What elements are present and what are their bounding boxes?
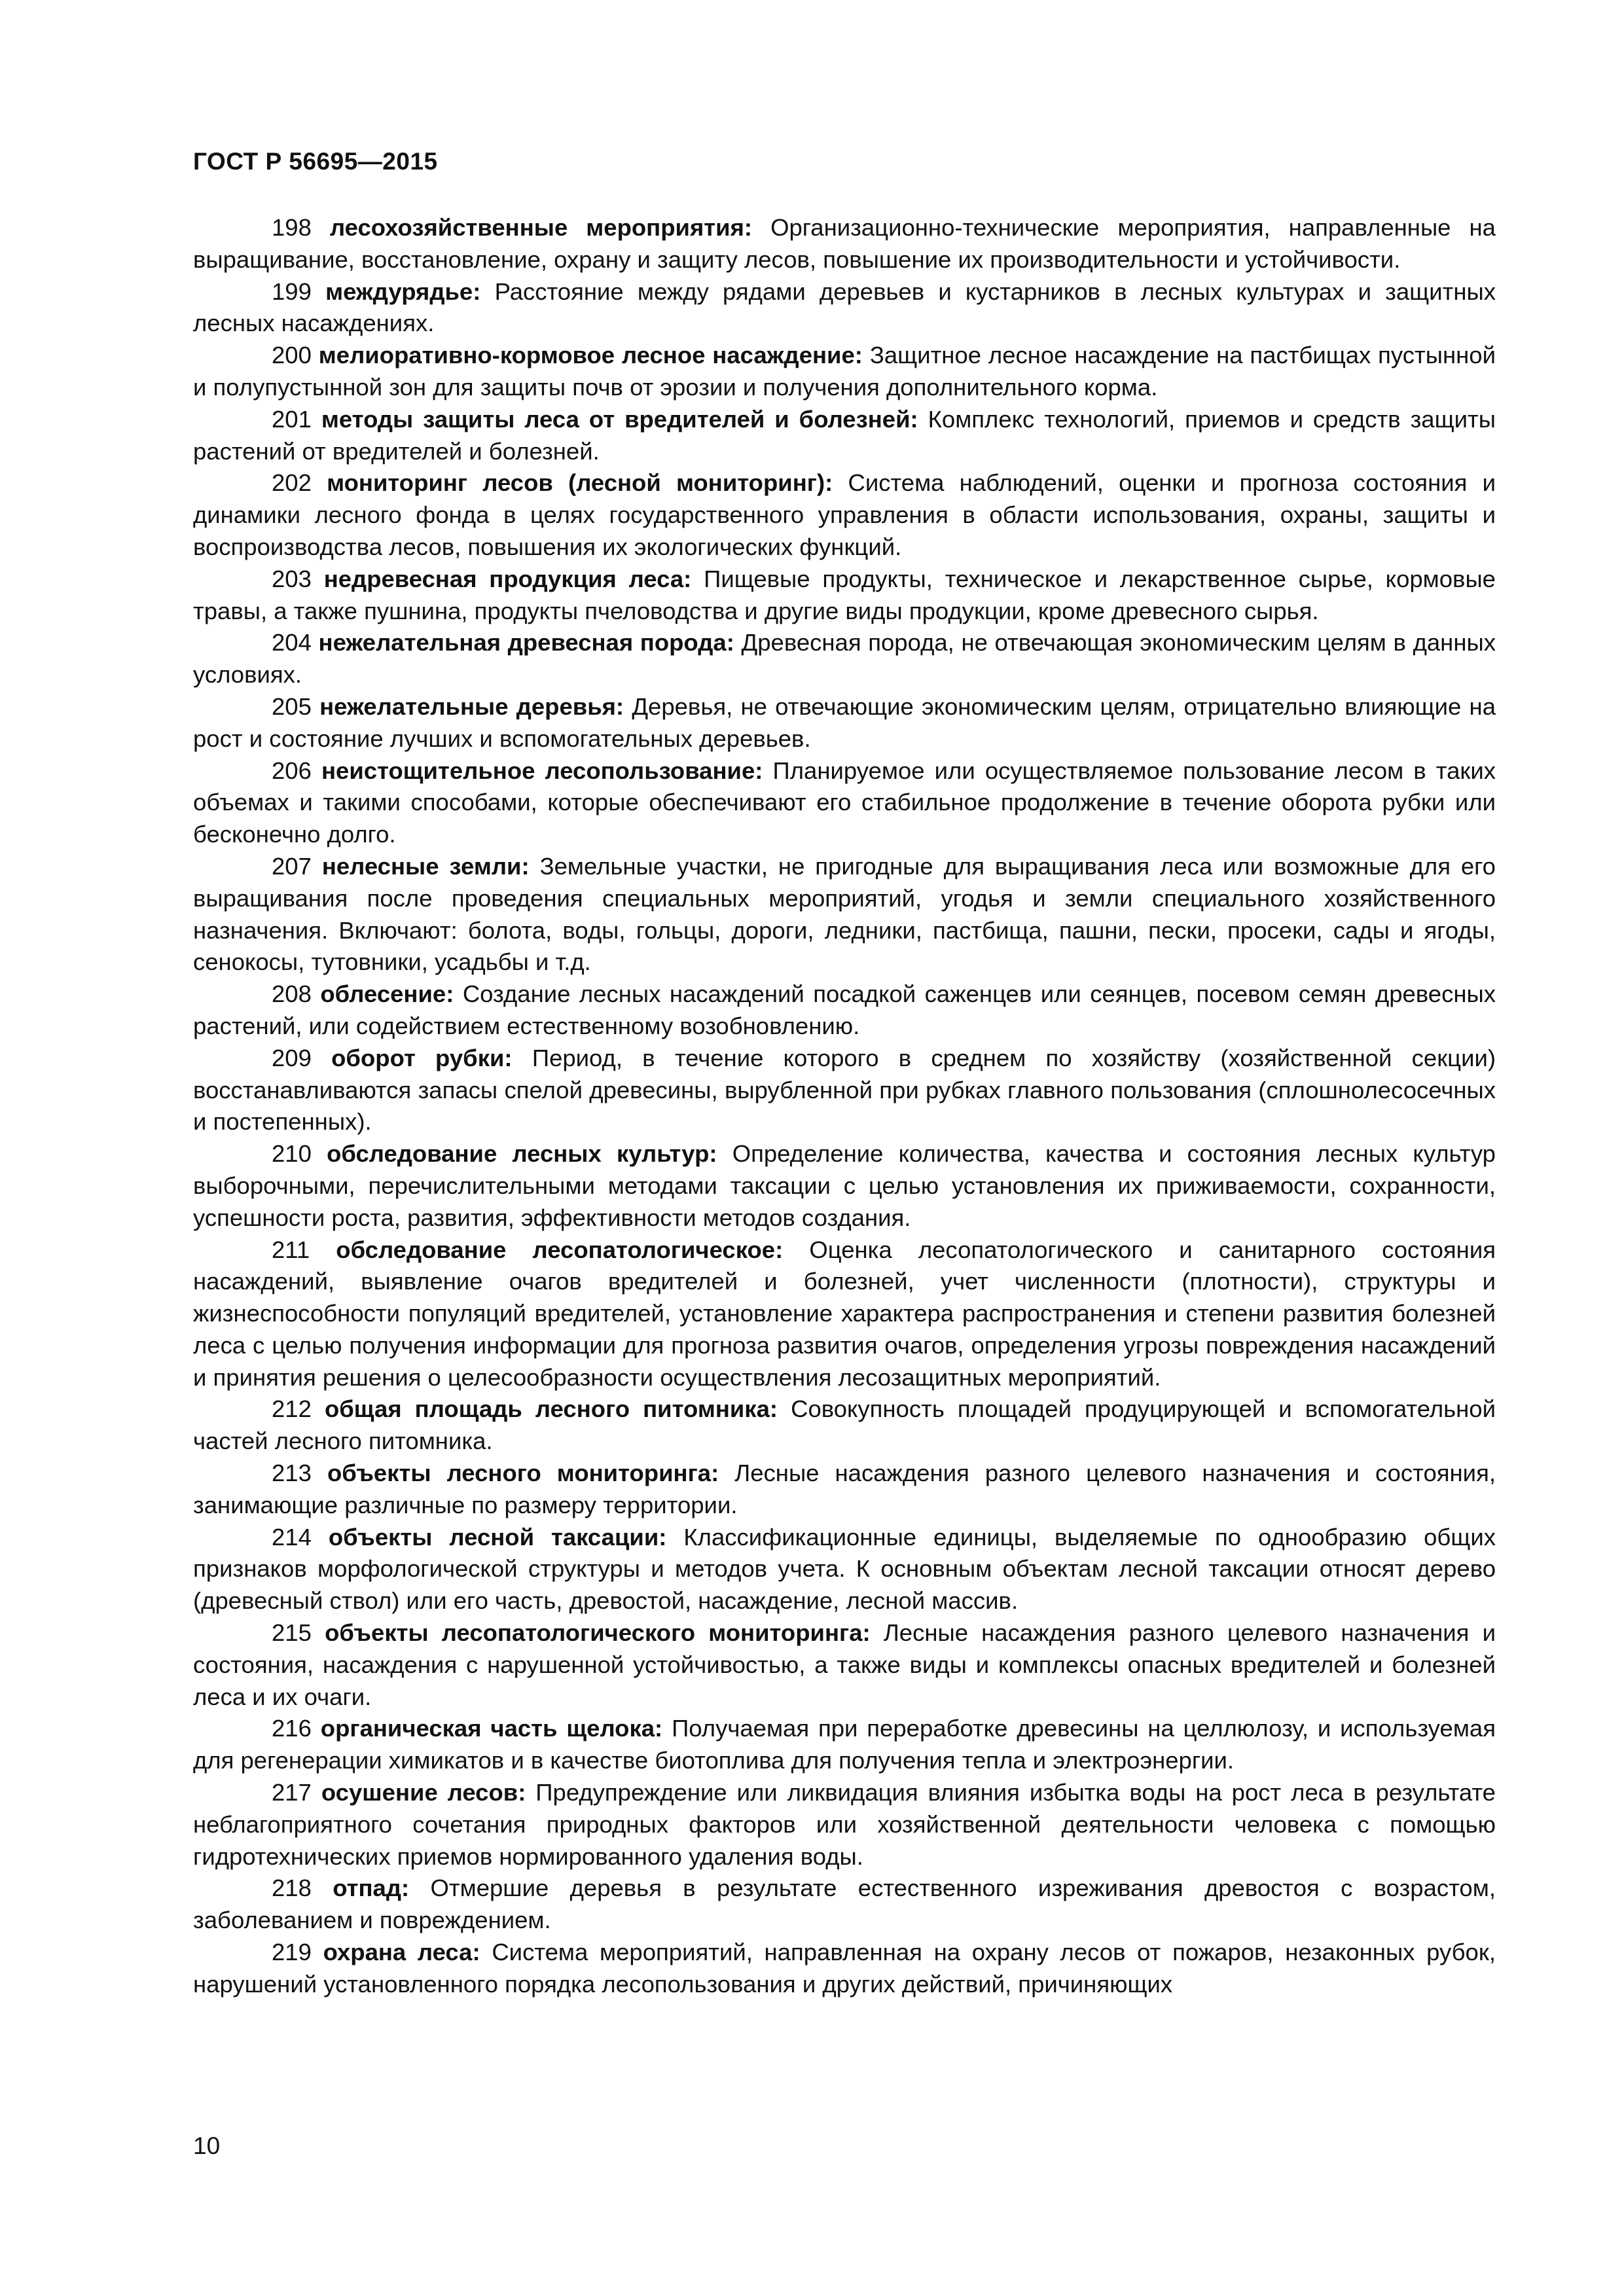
entry-definition: Оценка лесопатологического и санитарного состояния насаждений, выявление очагов вредителей и болезней, учет численности (плотности), структуры и жизнеспособности популяций вредителей, установление характера распространения и степени развития болезней леса с целью получения информации для прогноза развития очагов, определения угрозы повреждения насаждений и принятия решения о целесообразности осуществления лесозащитных мероприятий. (193, 1236, 1496, 1391)
entry-number: 215 (272, 1619, 312, 1647)
glossary-entry (193, 1937, 1496, 2001)
entry-number: 218 (272, 1874, 312, 1902)
entry-definition: Лесные насаждения разного целевого назначения и состояния, насаждения с нарушенной устойчивостью, а также виды и комплексы опасных вредителей и болезней леса и их очаги. (193, 1619, 1496, 1710)
entry-definition: Пищевые продукты, техническое и лекарственное сырье, кормовые травы, а также пушнина, продукты пчеловодства и другие виды продукции, кроме древесного сырья. (193, 565, 1496, 624)
entry-term: охрана леса: (323, 1939, 480, 1966)
entry-definition: Совокупность площадей продуцирующей и вспомогательной частей лесного питомника. (193, 1395, 1496, 1455)
entry-term: объекты лесопатологического мониторинга: (325, 1619, 871, 1647)
entry-term: нежелательные деревья: (319, 692, 624, 720)
entry-definition: Земельные участки, не пригодные для выращивания леса или возможные для его выращивания после проведения специальных мероприятий, угодья и земли специального хозяйственного назначения. Включают: болота, воды, гольцы, дороги, ледники, пастбища, пашни, пески, просеки, сады и ягоды, сенокосы, тутовники, усадьбы и т.д. (193, 852, 1496, 976)
glossary-entry (193, 564, 1496, 628)
page-number: 10 (193, 2132, 221, 2159)
standard-header: ГОСТ Р 56695—2015 (193, 148, 438, 175)
entry-number: 199 (272, 278, 312, 305)
entry-term: объекты лесной таксации: (328, 1523, 667, 1551)
glossary-entry (193, 851, 1496, 978)
entry-term: объекты лесного мониторинга: (327, 1460, 719, 1487)
glossary-entry (193, 1777, 1496, 1873)
glossary-entry (193, 340, 1496, 404)
entry-definition: Организационно-технические мероприятия, направленные на выращивание, восстановление, охрану и защиту лесов, повышение их производительности и устойчивости. (193, 214, 1496, 273)
glossary-entry (193, 404, 1496, 468)
entry-definition: Лесные насаждения разного целевого назначения и состояния, занимающие различные по размеру территории. (193, 1460, 1496, 1518)
entry-term: нежелательная древесная порода: (318, 629, 734, 656)
glossary-entry (193, 1043, 1496, 1138)
entry-term: методы защиты леса от вредителей и болезней: (321, 405, 918, 433)
entry-term: общая площадь лесного питомника: (324, 1395, 778, 1423)
entry-number: 212 (272, 1395, 312, 1423)
entry-number: 214 (272, 1523, 312, 1551)
entry-term: междурядье: (325, 278, 481, 305)
entry-definition: Определение количества, качества и состояния лесных культур выборочными, перечислительными методами таксации с целью установления их приживаемости, сохранности, успешности роста, развития, эффективности методов создания. (193, 1140, 1496, 1231)
entry-number: 213 (272, 1460, 312, 1487)
entry-term: нелесные земли: (321, 852, 530, 880)
entry-term: обследование лесопатологическое: (336, 1236, 784, 1263)
entry-definition: Деревья, не отвечающие экономическим целям, отрицательно влияющие на рост и состояние лучших и вспомогательных деревьев. (193, 692, 1496, 752)
entry-number: 203 (272, 565, 312, 592)
entry-definition: Отмершие деревья в результате естественного изреживания древостоя с возрастом, заболеванием и повреждением. (193, 1874, 1496, 1934)
entry-number: 204 (272, 629, 312, 656)
entry-number: 200 (272, 342, 312, 369)
glossary-entry (193, 212, 1496, 276)
glossary-entry (193, 627, 1496, 691)
glossary-entry (193, 1713, 1496, 1777)
entry-number: 216 (272, 1715, 312, 1742)
entry-term: неистощительное лесопользование: (321, 757, 763, 784)
entry-definition: Система наблюдений, оценки и прогноза состояния и динамики лесного фонда в целях государственного управления в области использования, охраны, защиты и воспроизводства лесов, повышения их экологических функций. (193, 469, 1496, 560)
entry-term: лесохозяйственные мероприятия: (329, 214, 753, 241)
glossary-entry (193, 1138, 1496, 1234)
entry-number: 206 (272, 757, 312, 784)
entry-term: недревесная продукция леса: (323, 565, 692, 592)
entry-definition: Предупреждение или ликвидация влияния избытка воды на рост леса в результате неблагоприятного сочетания природных факторов или хозяйственной деятельности человека с помощью гидротехнических приемов нормированного удаления воды. (193, 1779, 1496, 1870)
entry-term: отпад: (333, 1874, 410, 1902)
entry-definition: Расстояние между рядами деревьев и кустарников в лесных культурах и защитных лесных насаждениях. (193, 278, 1496, 337)
entry-definition: Защитное лесное насаждение на пастбищах пустынной и полупустынной зон для защиты почв от эрозии и получения дополнительного корма. (193, 342, 1496, 401)
glossary-entry (193, 1234, 1496, 1394)
entry-definition: Получаемая при переработке древесины на целлюлозу, и используемая для регенерации химикатов и в качестве биотоплива для получения тепла и электроэнергии. (193, 1715, 1496, 1774)
entry-number: 201 (272, 405, 312, 433)
entry-number: 209 (272, 1044, 312, 1071)
entry-number: 219 (272, 1939, 312, 1966)
entry-number: 208 (272, 980, 312, 1008)
glossary-entry (193, 467, 1496, 563)
entry-definition: Классификационные единицы, выделяемые по однообразию общих признаков морфологической структуры и методов учета. К основным объектам лесной таксации относят дерево (древесный ствол) или его часть, древостой, насаждение, лесной массив. (193, 1523, 1496, 1615)
glossary-entry (193, 978, 1496, 1043)
entry-definition: Период, в течение которого в среднем по хозяйству (хозяйственной секции) восстанавливаются запасы спелой древесины, вырубленной при рубках главного пользования (сплошнолесосечных и постепенных). (193, 1044, 1496, 1136)
entry-definition: Древесная порода, не отвечающая экономическим целям в данных условиях. (193, 629, 1496, 689)
entry-number: 210 (272, 1140, 312, 1168)
glossary-entry (193, 1522, 1496, 1617)
entry-term: мелиоративно-кормовое лесное насаждение: (318, 342, 863, 369)
entry-definition: Создание лесных насаждений посадкой саженцев или сеянцев, посевом семян древесных растений, или содействием естественному возобновлению. (193, 980, 1496, 1039)
entry-definition: Комплекс технологий, приемов и средств защиты растений от вредителей и болезней. (193, 405, 1496, 465)
entry-number: 198 (272, 214, 312, 241)
entry-number: 217 (272, 1779, 312, 1806)
entry-definition: Планируемое или осуществляемое пользование лесом в таких объемах и такими способами, которые обеспечивают его стабильное продолжение в течение оборота рубки или бесконечно долго. (193, 757, 1496, 848)
entry-number: 207 (272, 852, 312, 880)
entry-term: мониторинг лесов (лесной мониторинг): (327, 469, 833, 497)
glossary-entry (193, 755, 1496, 851)
glossary-entry (193, 1393, 1496, 1458)
glossary-entry (193, 1458, 1496, 1522)
entry-term: осушение лесов: (321, 1779, 526, 1806)
glossary-entry (193, 1617, 1496, 1713)
entry-number: 211 (272, 1236, 310, 1263)
entry-term: оборот рубки: (331, 1044, 513, 1071)
glossary-entry (193, 691, 1496, 755)
entry-term: органическая часть щелока: (320, 1715, 663, 1742)
entry-number: 202 (272, 469, 312, 497)
glossary-entry (193, 1873, 1496, 1937)
entry-number: 205 (272, 692, 312, 720)
entry-term: облесение: (320, 980, 454, 1008)
entry-definition: Система мероприятий, направленная на охрану лесов от пожаров, незаконных рубок, нарушений установленного порядка лесопользования и других действий, причиняющих (193, 1939, 1496, 1998)
entry-term: обследование лесных культур: (327, 1140, 717, 1168)
glossary-entries (193, 212, 1496, 2001)
glossary-entry (193, 276, 1496, 340)
